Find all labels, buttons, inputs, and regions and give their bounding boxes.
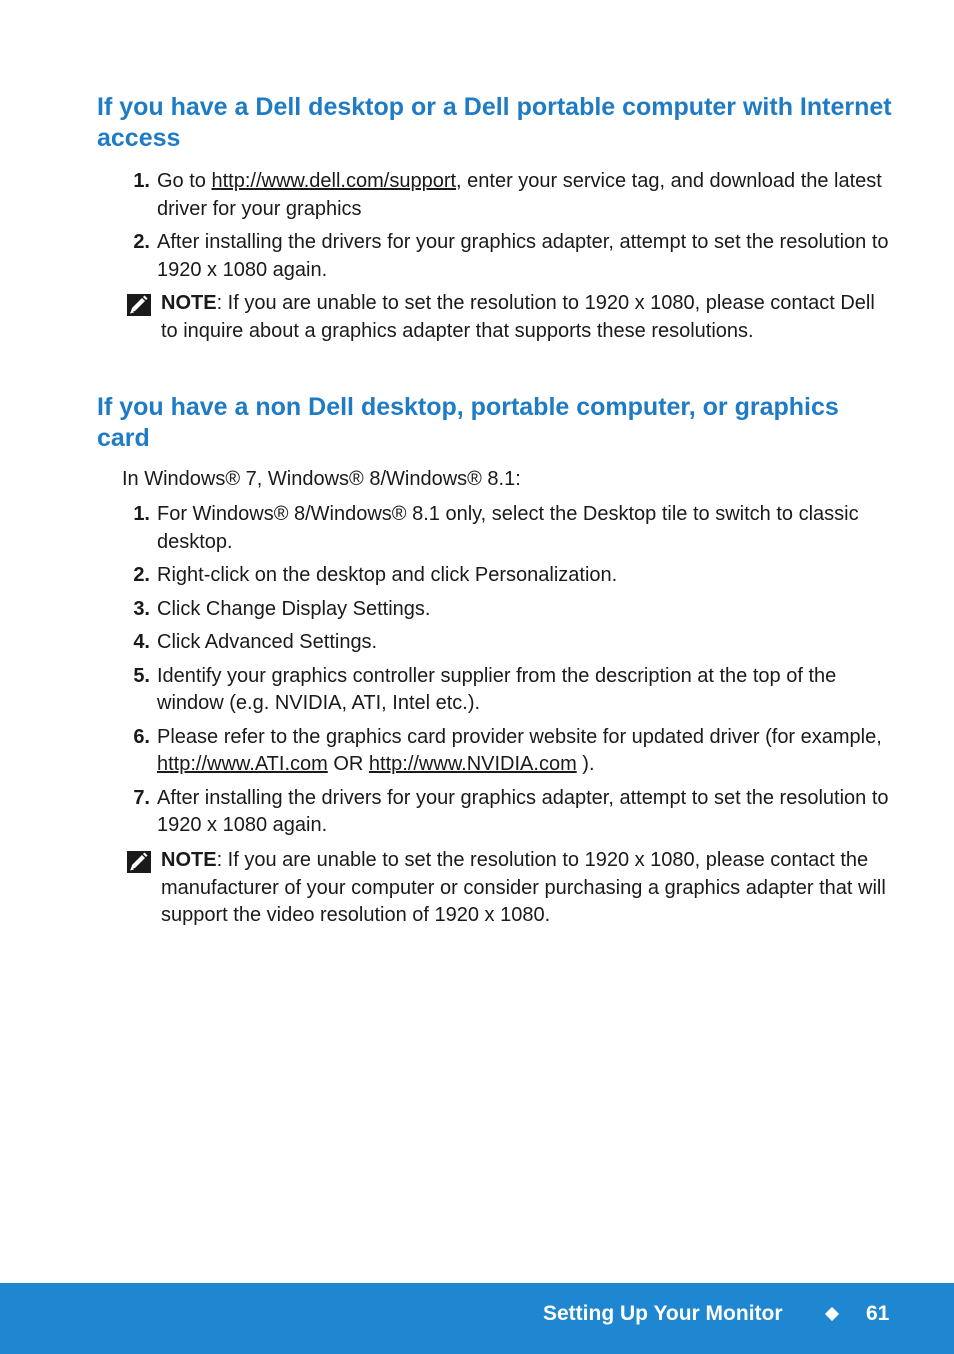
note-dell: [0, 290, 954, 345]
step-number: 2.: [133, 564, 150, 586]
list-item: [0, 501, 954, 556]
step-text-part: ).: [576, 753, 595, 775]
step-number: 2.: [133, 231, 150, 253]
note-label: NOTE: [161, 292, 217, 314]
step-text: Click Change Display Settings.: [157, 597, 431, 620]
step-number: 4.: [133, 631, 150, 653]
note-label: NOTE: [161, 849, 217, 871]
list-item: [0, 724, 954, 779]
step-text: Right-click on the desktop and click Personalization.: [157, 564, 618, 586]
non-dell-steps-list: [0, 501, 954, 840]
note-non-dell: [0, 847, 954, 930]
step-text: Click Advanced Settings.: [157, 631, 378, 653]
step-text: [157, 724, 892, 779]
note-text: [161, 290, 896, 345]
dell-support-link[interactable]: http://www.dell.com/support: [211, 170, 457, 192]
ati-link[interactable]: http://www.ATI.com: [157, 753, 328, 775]
step-text: After installing the drivers for your graphics adapter, attempt to set the resolution to 1920 x 1080 again.: [157, 231, 889, 281]
step-number: 7.: [133, 786, 150, 809]
step-text-part: , enter your service tag, and download the latest driver for your graphics: [157, 170, 882, 220]
note-body: : If you are unable to set the resolution to 1920 x 1080, please contact the manufacturer of your computer or consider purchasing a graphics adapter that will support the video resolution of 1920 x 1080.: [161, 849, 886, 926]
page-number: 61: [866, 1302, 890, 1325]
list-item: [0, 663, 954, 718]
step-text: For Windows® 8/Windows® 8.1 only, select the Desktop tile to switch to classic desktop.: [157, 503, 859, 553]
step-number: 1.: [133, 503, 150, 525]
step-text-part: Please refer to the graphics card provider website for updated driver (for example,: [157, 725, 882, 748]
step-number: 5.: [133, 664, 150, 687]
list-item: [0, 562, 954, 590]
step-number: 6.: [133, 725, 150, 748]
list-item: [0, 629, 954, 657]
note-body: : If you are unable to set the resolution to 1920 x 1080, please contact Dell to inquire about a graphics adapter that supports these resolutions.: [161, 292, 875, 342]
list-item: [0, 596, 954, 624]
step-text: Identify your graphics controller supplier from the description at the top of the window (e.g. NVIDIA, ATI, Intel etc.).: [157, 664, 837, 714]
note-text: [161, 847, 896, 930]
note-pencil-icon: [127, 294, 151, 316]
dell-steps-list: [0, 168, 954, 284]
note-pencil-icon: [127, 851, 151, 873]
section-heading-dell: If you have a Dell desktop or a Dell portable computer with Internet access: [97, 93, 892, 152]
step-number: 3.: [133, 597, 150, 620]
step-text: After installing the drivers for your graphics adapter, attempt to set the resolution to 1920 x 1080 again.: [157, 786, 889, 836]
list-item: [0, 168, 954, 223]
nvidia-link[interactable]: http://www.NVIDIA.com: [368, 753, 577, 775]
step-text: [157, 168, 892, 223]
step-number: 1.: [133, 170, 150, 192]
diamond-icon: [825, 1307, 839, 1321]
section-heading-non-dell: If you have a non Dell desktop, portable computer, or graphics card: [97, 393, 839, 452]
list-item: [0, 785, 954, 840]
step-text-part: OR: [327, 753, 369, 775]
page-footer: [0, 1283, 954, 1354]
footer-title: Setting Up Your Monitor: [543, 1302, 783, 1325]
list-item: [0, 229, 954, 284]
windows-intro: In Windows® 7, Windows® 8/Windows® 8.1:: [122, 468, 521, 490]
step-text-part: Go to: [157, 170, 212, 192]
